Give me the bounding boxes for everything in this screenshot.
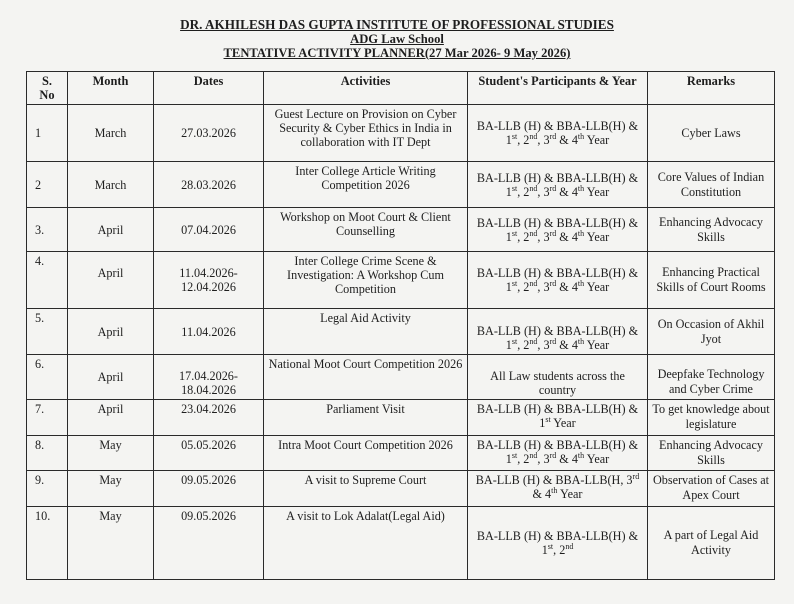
table-row (27, 252, 775, 309)
cell-activity: Intra Moot Court Competition 2026 (264, 436, 468, 471)
table-row (27, 436, 775, 471)
cell-sno: 2 (27, 162, 68, 208)
table-row (27, 208, 775, 252)
cell-participants: BA-LLB (H) & BBA-LLB(H) & 1st, 2nd, 3rd & 4th Year (468, 105, 648, 162)
cell-dates: 09.05.2026 (154, 507, 264, 580)
cell-month: April (68, 252, 154, 309)
cell-sno: 4. (27, 252, 68, 309)
table-row (27, 162, 775, 208)
table-row (27, 400, 775, 436)
cell-sno: 6. (27, 355, 68, 400)
cell-participants: BA-LLB (H) & BBA-LLB(H) & 1st, 2nd (468, 507, 648, 580)
cell-month: April (68, 309, 154, 355)
table-row (27, 471, 775, 507)
cell-activity: Workshop on Moot Court & Client Counselling (264, 208, 468, 252)
cell-participants: BA-LLB (H) & BBA-LLB(H) & 1st, 2nd, 3rd & 4th Year (468, 162, 648, 208)
institute-title: DR. AKHILESH DAS GUPTA INSTITUTE OF PROFESSIONAL STUDIES (180, 17, 614, 32)
cell-month: April (68, 208, 154, 252)
cell-activity: Guest Lecture on Provision on Cyber Security & Cyber Ethics in India in collaboration with IT Dept (264, 105, 468, 162)
cell-participants: BA-LLB (H) & BBA-LLB(H) & 1st, 2nd, 3rd & 4th Year (468, 208, 648, 252)
cell-sno: 1 (27, 105, 68, 162)
cell-activity: A visit to Supreme Court (264, 471, 468, 507)
cell-remarks: Enhancing Practical Skills of Court Rooms (648, 252, 775, 309)
cell-dates: 05.05.2026 (154, 436, 264, 471)
cell-participants: BA-LLB (H) & BBA-LLB(H) & 1st, 2nd, 3rd & 4th Year (468, 436, 648, 471)
cell-dates: 27.03.2026 (154, 105, 264, 162)
cell-activity: Inter College Crime Scene & Investigation: A Workshop Cum Competition (264, 252, 468, 309)
col-header-activities: Activities (264, 72, 468, 105)
cell-activity: Inter College Article Writing Competition 2026 (264, 162, 468, 208)
cell-participants: BA-LLB (H) & BBA-LLB(H) & 1st Year (468, 400, 648, 436)
activity-table (26, 71, 775, 580)
cell-participants: BA-LLB (H) & BBA-LLB(H) & 1st, 2nd, 3rd & 4th Year (468, 252, 648, 309)
col-header-sno: S. No (27, 72, 68, 105)
cell-remarks: On Occasion of Akhil Jyot (648, 309, 775, 355)
cell-sno: 9. (27, 471, 68, 507)
cell-sno: 10. (27, 507, 68, 580)
cell-month: April (68, 400, 154, 436)
cell-remarks: Enhancing Advocacy Skills (648, 436, 775, 471)
planner-title: TENTATIVE ACTIVITY PLANNER(27 Mar 2026- 9 May 2026) (223, 46, 571, 60)
cell-dates: 11.04.2026- 12.04.2026 (154, 252, 264, 309)
cell-remarks: Deepfake Technology and Cyber Crime (648, 355, 775, 400)
cell-month: March (68, 162, 154, 208)
cell-remarks: To get knowledge about legislature (648, 400, 775, 436)
school-name: ADG Law School (350, 32, 444, 46)
cell-sno: 5. (27, 309, 68, 355)
table-row (27, 507, 775, 580)
cell-sno: 7. (27, 400, 68, 436)
cell-month: March (68, 105, 154, 162)
cell-participants: BA-LLB (H) & BBA-LLB(H) & 1st, 2nd, 3rd & 4th Year (468, 309, 648, 355)
table-row (27, 309, 775, 355)
cell-remarks: Core Values of Indian Constitution (648, 162, 775, 208)
cell-sno: 3. (27, 208, 68, 252)
cell-month: May (68, 436, 154, 471)
cell-activity: National Moot Court Competition 2026 (264, 355, 468, 400)
cell-remarks: Observation of Cases at Apex Court (648, 471, 775, 507)
cell-dates: 11.04.2026 (154, 309, 264, 355)
cell-dates: 17.04.2026- 18.04.2026 (154, 355, 264, 400)
cell-activity: Legal Aid Activity (264, 309, 468, 355)
col-header-participants: Student's Participants & Year (468, 72, 648, 105)
cell-dates: 28.03.2026 (154, 162, 264, 208)
cell-sno: 8. (27, 436, 68, 471)
table-row (27, 105, 775, 162)
cell-dates: 23.04.2026 (154, 400, 264, 436)
cell-activity: Parliament Visit (264, 400, 468, 436)
cell-activity: A visit to Lok Adalat(Legal Aid) (264, 507, 468, 580)
cell-participants: All Law students across the country (468, 355, 648, 400)
cell-remarks: Enhancing Advocacy Skills (648, 208, 775, 252)
table-row (27, 355, 775, 400)
cell-month: May (68, 471, 154, 507)
cell-participants: BA-LLB (H) & BBA-LLB(H, 3rd & 4th Year (468, 471, 648, 507)
table-header-row (27, 72, 775, 105)
cell-remarks: Cyber Laws (648, 105, 775, 162)
cell-dates: 09.05.2026 (154, 471, 264, 507)
cell-remarks: A part of Legal Aid Activity (648, 507, 775, 580)
col-header-dates: Dates (154, 72, 264, 105)
cell-month: April (68, 355, 154, 400)
document-header (0, 18, 794, 60)
col-header-month: Month (68, 72, 154, 105)
col-header-remarks: Remarks (648, 72, 775, 105)
cell-dates: 07.04.2026 (154, 208, 264, 252)
cell-month: May (68, 507, 154, 580)
